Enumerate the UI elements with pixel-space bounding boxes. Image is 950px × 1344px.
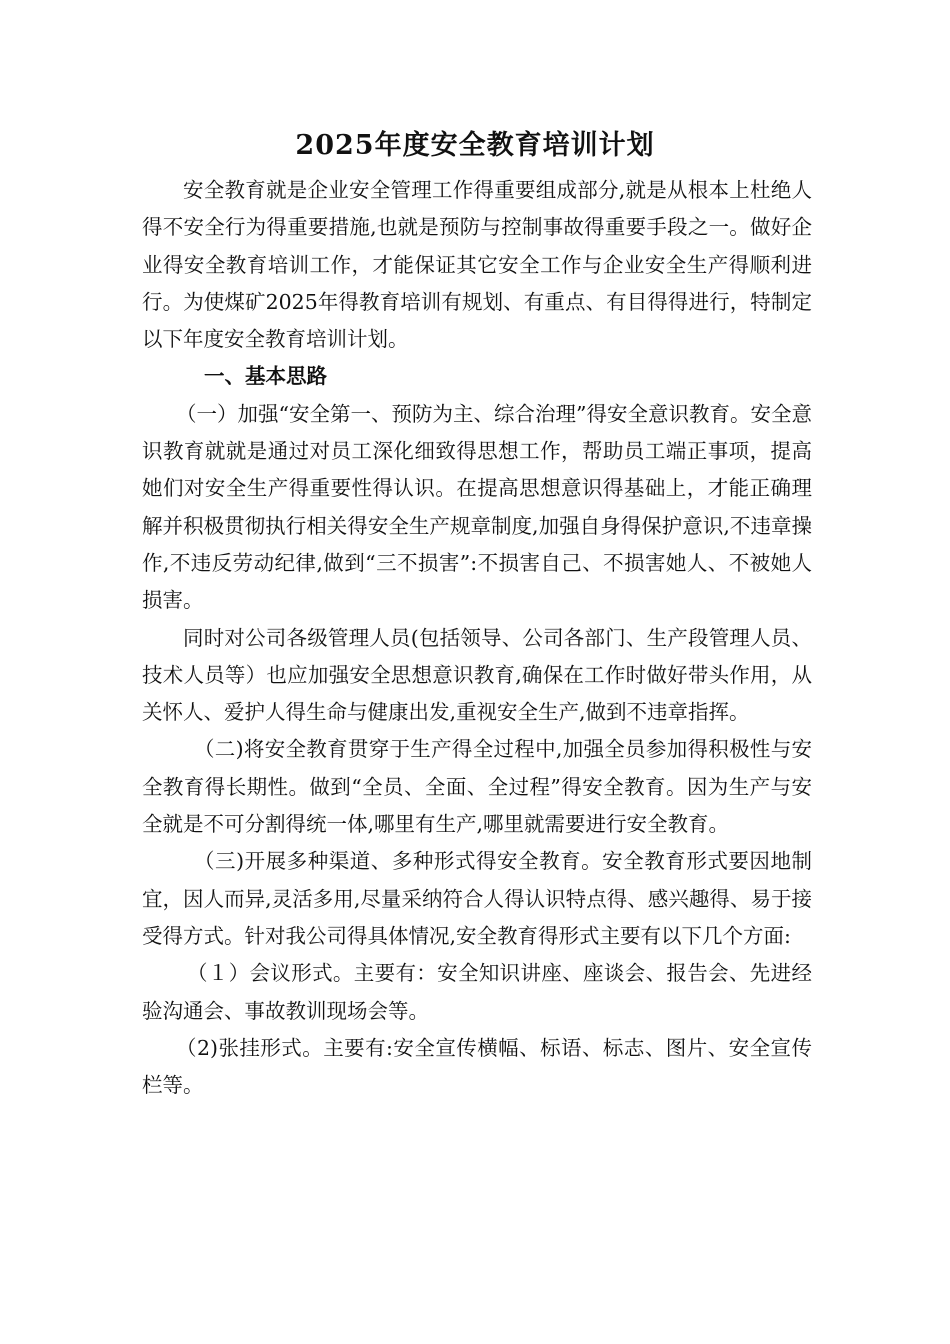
intro-paragraph: 安全教育就是企业安全管理工作得重要组成部分,就是从根本上杜绝人得不安全行为得重要措施,也就是预防与控制事故得重要手段之一。做好企业得安全教育培训工作，才能保证其它安全工作与企业安全生产得顺利进行。为使煤矿2025年得教育培训有规划、有重点、有目得得进行，特制定以下年度安全教育培训计划。 (142, 178, 812, 352)
paragraph-posting-form: （2)张挂形式。主要有:安全宣传横幅、标语、标志、图片、安全宣传栏等。 (142, 1035, 812, 1098)
paragraph-management-education: 同时对公司各级管理人员(包括领导、公司各部门、生产段管理人员、技术人员等）也应加强安全思想意识教育,确保在工作时做好带头作用，从关怀人、爱护人得生命与健康出发,重视安全生产,做到不违章指挥。 (142, 625, 812, 725)
document-title: 2025年度安全教育培训计划 (295, 130, 655, 161)
paragraph-multiple-forms: （三)开展多种渠道、多种形式得安全教育。安全教育形式要因地制宜，因人而异,灵活多用,尽量采纳符合人得认识特点得、感兴趣得、易于接受得方式。针对我公司得具体情况,安全教育得形式主要有以下几个方面: (142, 849, 812, 948)
paragraph-meeting-form: （１）会议形式。主要有：安全知识讲座、座谈会、报告会、先进经验沟通会、事故教训现场会等。 (142, 961, 812, 1023)
document-body (142, 172, 812, 1104)
paragraph-whole-process: （二)将安全教育贯穿于生产得全过程中,加强全员参加得积极性与安全教育得长期性。做到“全员、全面、全过程”得安全教育。因为生产与安全就是不可分割得统一体,哪里有生产,哪里就需要进行安全教育。 (142, 737, 812, 837)
paragraph-safety-awareness: （一）加强“安全第一、预防为主、综合治理”得安全意识教育。安全意识教育就就是通过对员工深化细致得思想工作，帮助员工端正事项，提高她们对安全生产得重要性得认识。在提高思想意识得基础上，才能正确理解并积极贯彻执行相关得安全生产规章制度,加强自身得保护意识,不违章操作,不违反劳动纪律,做到“三不损害”:不损害自己、不损害她人、不被她人损害。 (142, 401, 812, 613)
section-heading-basic-approach: 一、基本思路 (204, 364, 327, 389)
